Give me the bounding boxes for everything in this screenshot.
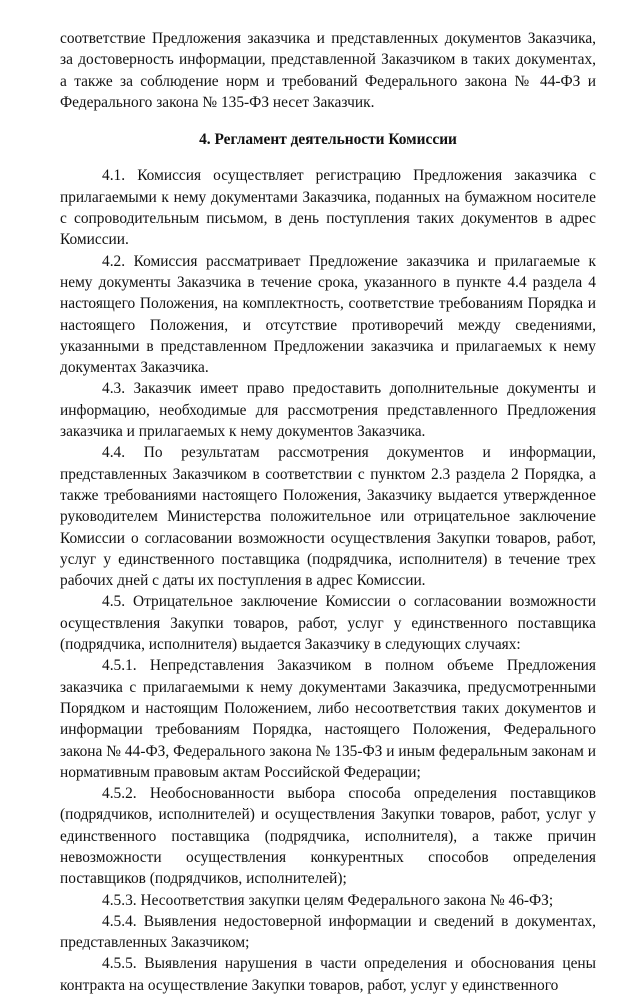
paragraph-4-5: 4.5. Отрицательное заключение Комиссии о согласовании возможности осуществления Закупки товаров, работ, услуг у единственного поставщика (подрядчика, исполнителя) выдается Заказчику в следующих случаях: (60, 593, 596, 654)
paragraph-4-5-5: 4.5.5. Выявления нарушения в части определения и обоснования цены контракта на осуществление Закупки товаров, работ, услуг у единственного (60, 955, 596, 994)
paragraph-4-1: 4.1. Комиссия осуществляет регистрацию Предложения заказчика с прилагаемыми к нему документами Заказчика, поданных на бумажном носителе с сопроводительным письмом, в день поступления таких документов в адрес Комиссии. (60, 167, 596, 249)
paragraph-4-4: 4.4. По результатам рассмотрения документов и информации, представленных Заказчиком в соответствии с пунктом 2.3 раздела 2 Порядка, а также требованиями настоящего Положения, Заказчику выдается утвержденное руководителем Министерства положительное или отрицательное заключение Комиссии о согласовании возможности осуществления Закупки товаров, работ, услуг у единственного поставщика (подрядчика, исполнителя) в течение трех рабочих дней с даты их поступления в адрес Комиссии. (60, 444, 596, 590)
paragraph-4-2: 4.2. Комиссия рассматривает Предложение заказчика и прилагаемые к нему документы Заказчика в течение срока, указанного в пункте 4.4 раздела 4 настоящего Положения, на комплектность, соответствие требованиям Порядка и настоящего Положения, и отсутствие противоречий между сведениями, указанными в представленном Предложении заказчика и прилагаемых к нему документах Заказчика. (60, 252, 596, 377)
paragraph-4-3: 4.3. Заказчик имеет право предоставить дополнительные документы и информацию, необходимые для рассмотрения представленного Предложения заказчика и прилагаемых к нему документов Заказчика. (60, 380, 596, 441)
section-heading: 4. Регламент деятельности Комиссии (199, 131, 457, 149)
paragraph-4-5-3: 4.5.3. Несоответствия закупки целям Федерального закона № 46-ФЗ; (102, 891, 554, 909)
paragraph-4-5-4: 4.5.4. Выявления недостоверной информации и сведений в документах, представленных Заказчиком; (60, 912, 596, 952)
paragraph-4-5-2: 4.5.2. Необоснованности выбора способа определения поставщиков (подрядчиков, исполнителей) и осуществления Закупки товаров, работ, услуг у единственного поставщика (подрядчика, исполнителя), а также причин невозможности осуществления конкурентных способов определения поставщиков (подрядчиков, исполнителей); (60, 785, 596, 888)
document-page (60, 28, 596, 996)
intro-paragraph: соответствие Предложения заказчика и представленных документов Заказчика, за достоверность информации, представленной Заказчиком в таких документах, а также за соблюдение норм и требований Федерального закона № 44-ФЗ и Федерального закона № 135-ФЗ несет Заказчик. (60, 30, 596, 111)
paragraph-4-5-1: 4.5.1. Непредставления Заказчиком в полном объеме Предложения заказчика с прилагаемыми к нему документами Заказчика, предусмотренными Порядком и настоящим Положением, либо несоответствия таких документов и информации требованиям Порядка, настоящего Положения, Федерального закона № 44-ФЗ, Федерального закона № 135-ФЗ и иным федеральным законам и нормативным правовым актам Российской Федерации; (60, 657, 596, 781)
